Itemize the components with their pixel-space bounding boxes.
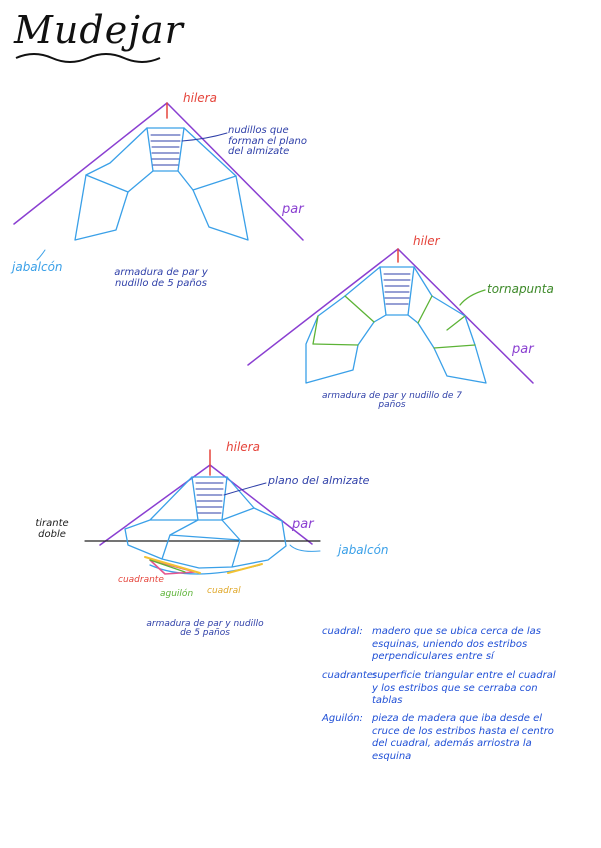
d3-plano-label: plano del almizate bbox=[268, 474, 370, 487]
definition-cuadrante bbox=[322, 670, 572, 706]
d3-cuadral-label: cuadral bbox=[207, 586, 241, 596]
d2-tornapunta-label: tornapunta bbox=[487, 282, 554, 296]
d3-jabalcon-pointer bbox=[290, 545, 320, 551]
d2-caption: armadura de par y nudillo de 7 paños bbox=[322, 391, 462, 411]
definition-term: Aguilón: bbox=[322, 713, 363, 724]
page-title: Mudejar bbox=[14, 8, 184, 52]
title-underline bbox=[16, 54, 160, 62]
d1-hilera-label: hilera bbox=[183, 91, 217, 105]
definition-term: cuadrante: bbox=[322, 670, 377, 681]
definition-aguilon bbox=[322, 713, 572, 761]
d3-hilera-label: hilera bbox=[226, 440, 260, 454]
d1-jabalcon-pointer bbox=[37, 250, 45, 260]
d3-aguilon-label: aguilón bbox=[160, 589, 194, 599]
definition-text: pieza de madera que iba desde el cruce de los estribos hasta el centro del cuadral, además arriostra la esquina bbox=[372, 713, 554, 762]
d3-cuadral-left bbox=[145, 557, 200, 573]
d2-hilera-label: hiler bbox=[413, 234, 440, 248]
d1-par-label: par bbox=[282, 202, 304, 217]
definition-term: cuadral: bbox=[322, 626, 363, 637]
definition-text: madero que se ubica cerca de las esquinas, uniendo dos estribos perpendiculares entre sí bbox=[372, 626, 541, 662]
d1-caption: armadura de par y nudillo de 5 paños bbox=[114, 267, 208, 289]
d3-jabalcon-label: jabalcón bbox=[338, 543, 389, 557]
d3-par-label: par bbox=[292, 517, 314, 532]
diagram-2 bbox=[248, 249, 533, 383]
d3-caption: armadura de par y nudillo de 5 paños bbox=[146, 619, 264, 639]
d3-cuadrante-label: cuadrante bbox=[118, 575, 164, 585]
d1-nudillos-label: nudillos que forman el plano del almizate bbox=[228, 125, 307, 157]
d2-par-left bbox=[248, 249, 398, 365]
definition-cuadral bbox=[322, 626, 572, 662]
d1-panel-left bbox=[75, 175, 128, 240]
d2-par-label: par bbox=[512, 342, 534, 357]
d1-jabalcon-label: jabalcón bbox=[12, 260, 63, 274]
d2-panels-left bbox=[306, 267, 386, 383]
d3-plano-pointer bbox=[224, 483, 266, 495]
d1-panel-right bbox=[193, 176, 248, 240]
d3-tirante-label: tirante doble bbox=[35, 518, 69, 540]
d1-par-right bbox=[167, 103, 303, 240]
diagram-3 bbox=[85, 450, 320, 574]
d1-par-left bbox=[14, 103, 167, 224]
d3-panels bbox=[125, 477, 286, 568]
definition-text: superficie triangular entre el cuadral y los estribos que se cerraba con tablas bbox=[372, 670, 556, 706]
